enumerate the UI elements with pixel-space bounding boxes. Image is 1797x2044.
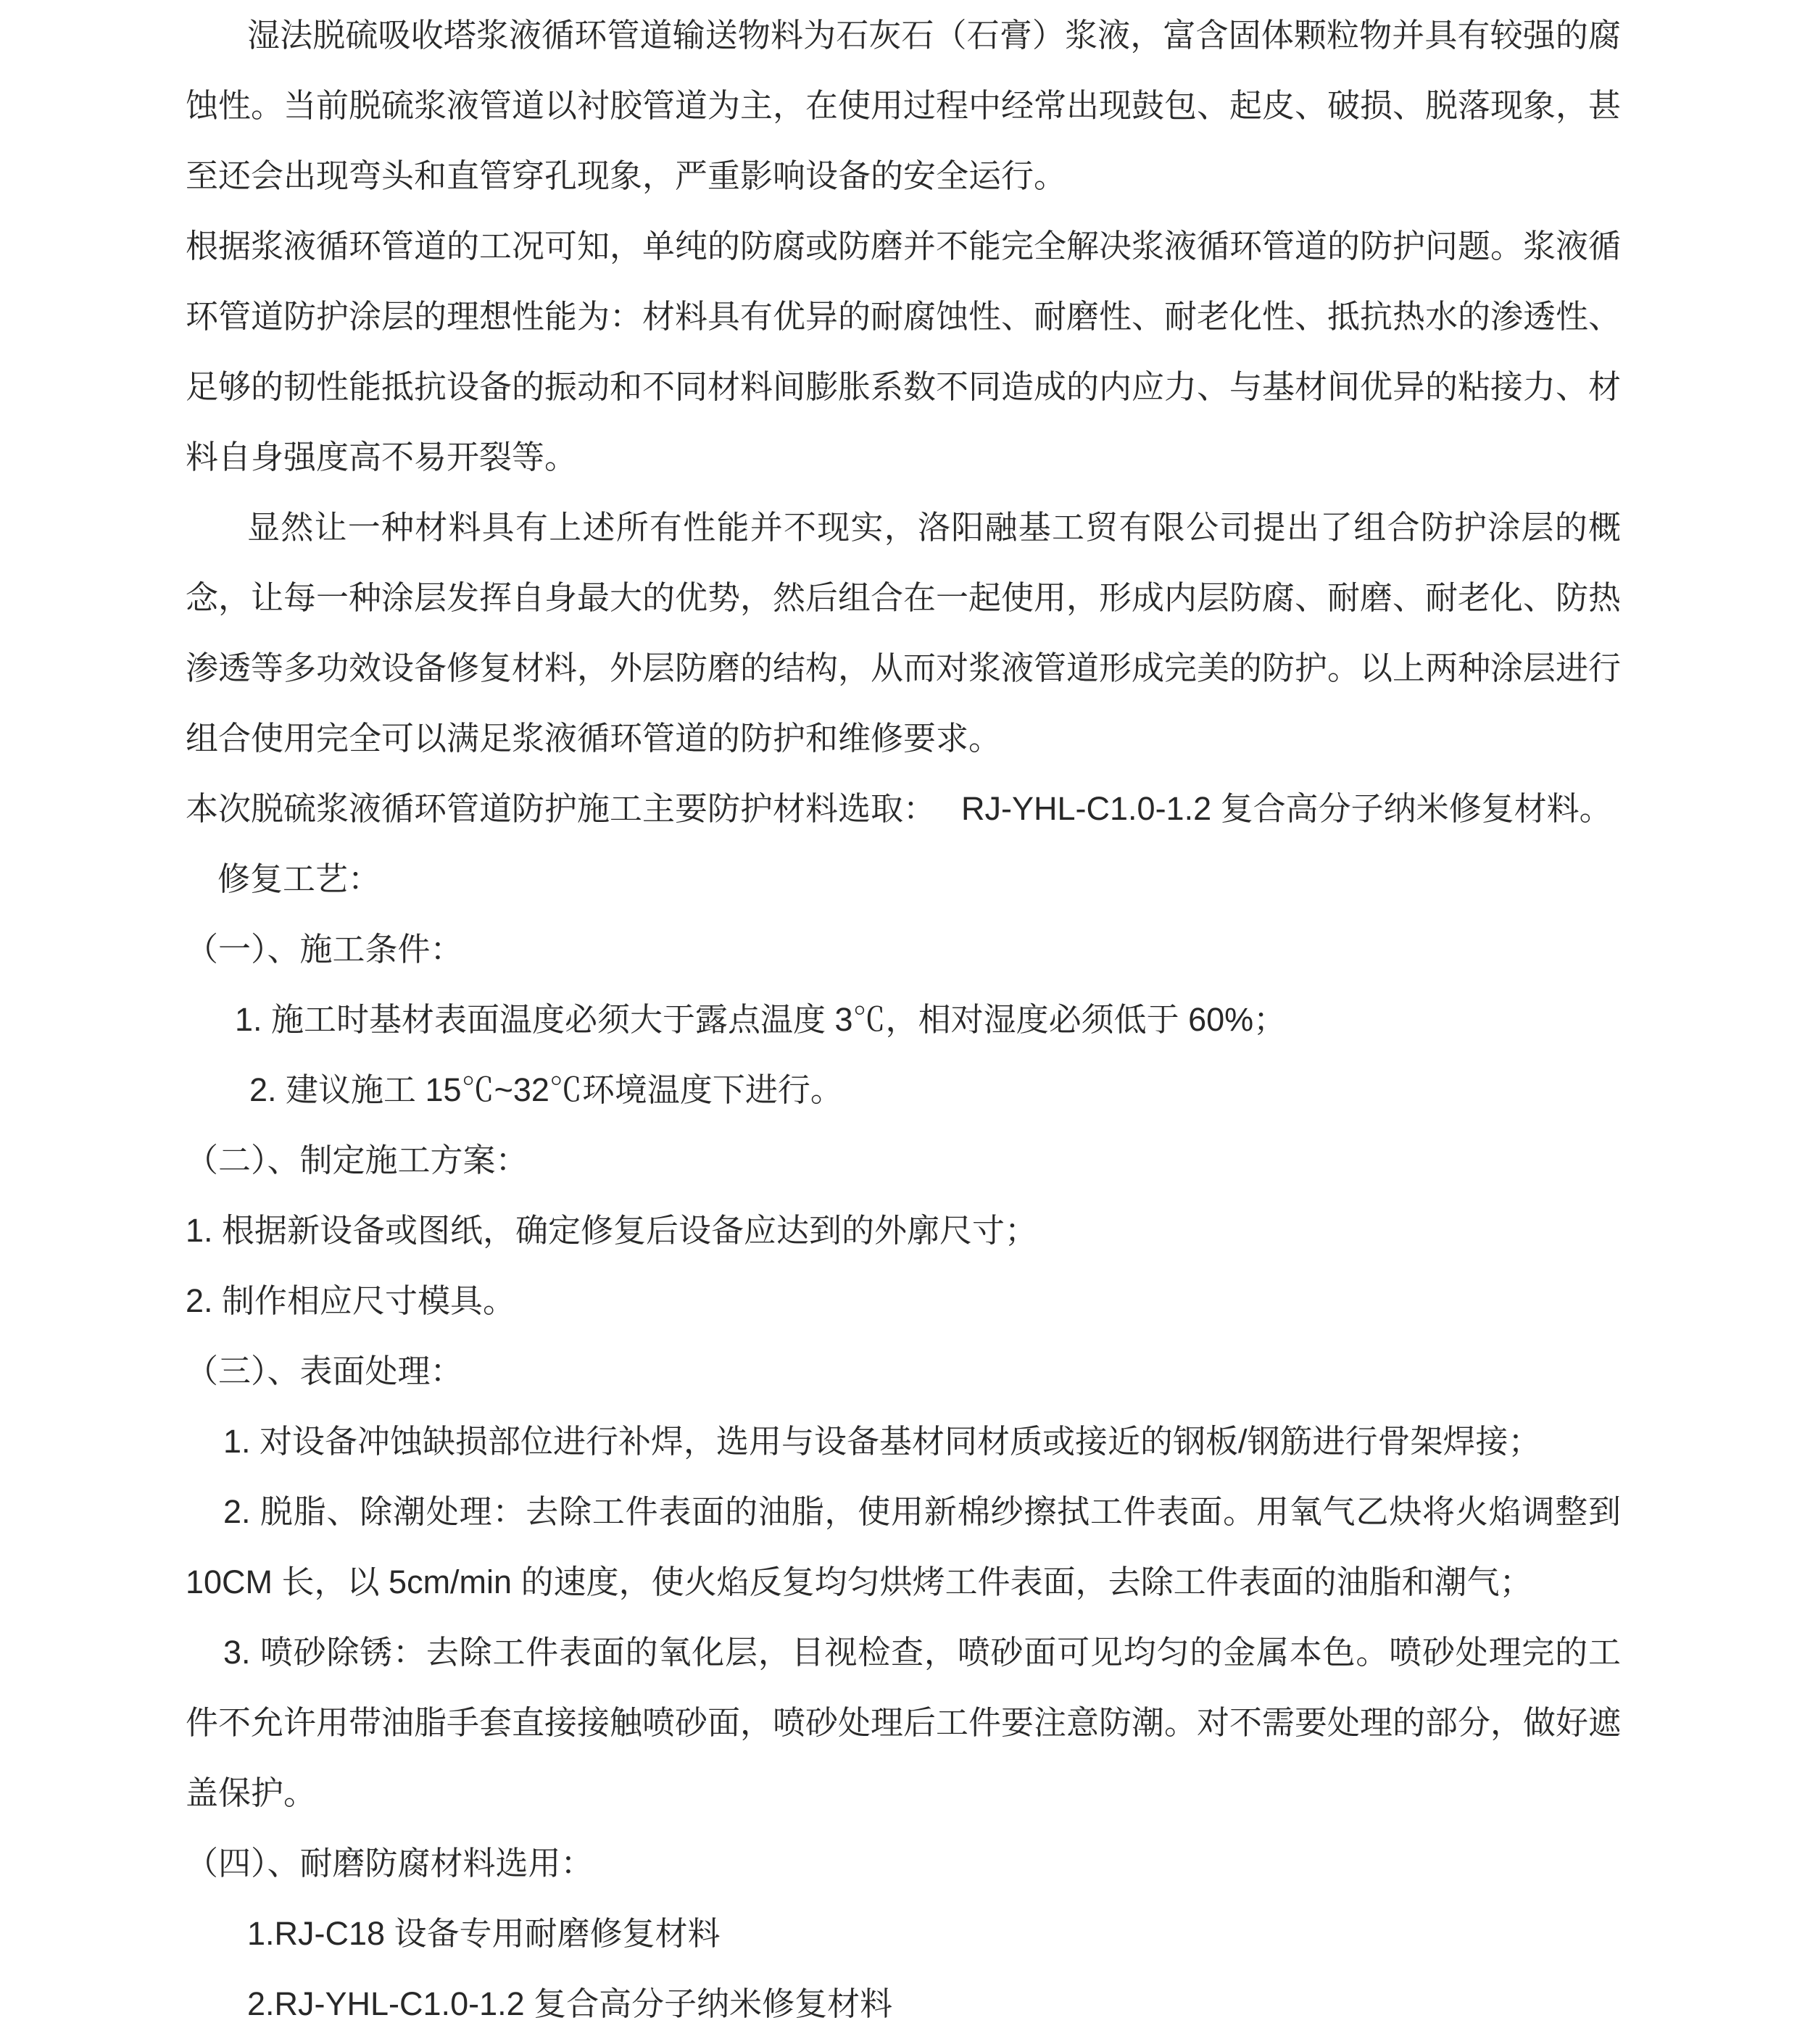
paragraph-combined-coating: 显然让一种材料具有上述所有性能并不现实，洛阳融基工贸有限公司提出了组合防护涂层的概念，让每一种涂层发挥自身最大的优势，然后组合在一起使用，形成内层防腐、耐磨、耐老化、防热渗透等多功效设备修复材料，外层防磨的结构，从而对浆液管道形成完美的防护。以上两种涂层进行组合使用完全可以满足浆液循环管道的防护和维修要求。 [186, 509, 1622, 757]
list-item-plan-1: 1. 根据新设备或图纸，确定修复后设备应达到的外廓尺寸； [186, 1212, 1038, 1249]
list-item-plan-2: 2. 制作相应尺寸模具。 [186, 1282, 516, 1319]
list-item-material-1: 1.RJ-C18 设备专用耐磨修复材料 [247, 1915, 721, 1952]
heading-repair-process: 修复工艺： [217, 860, 381, 897]
paragraph-coating-requirements: 根据浆液循环管道的工况可知，单纯的防腐或防磨并不能完全解决浆液循环管道的防护问题。浆液循环管道防护涂层的理想性能为：材料具有优异的耐腐蚀性、耐磨性、耐老化性、抵抗热水的渗透性、足够的韧性能抵抗设备的振动和不同材料间膨胀系数不同造成的内应力、与基材间优异的粘接力、材料自身强度高不易开裂等。 [186, 228, 1622, 475]
paragraph-intro-corrosion: 湿法脱硫吸收塔浆液循环管道输送物料为石灰石（石膏）浆液，富含固体颗粒物并具有较强的腐蚀性。当前脱硫浆液管道以衬胶管道为主，在使用过程中经常出现鼓包、起皮、破损、脱落现象，甚至还会出现弯头和直管穿孔现象，严重影响设备的安全运行。 [186, 17, 1622, 194]
list-item-surface-2-degrease: 2. 脱脂、除潮处理：去除工件表面的油脂，使用新棉纱擦拭工件表面。用氧气乙炔将火焰调整到 10CM 长，以 5cm/min 的速度，使火焰反复均匀烘烤工件表面，去除工件表面的油脂和潮气； [186, 1493, 1621, 1600]
heading-section-3-surface: （三）、表面处理： [186, 1353, 463, 1389]
paragraph-material-selection: 本次脱硫浆液循环管道防护施工主要防护材料选取： RJ-YHL-C1.0-1.2 复合高分子纳米修复材料。 [186, 790, 1612, 827]
list-item-material-2: 2.RJ-YHL-C1.0-1.2 复合高分子纳米修复材料 [247, 1985, 893, 2022]
heading-section-1-conditions: （一）、施工条件： [186, 931, 463, 968]
list-item-surface-3-sandblast: 3. 喷砂除锈：去除工件表面的氧化层，目视检查，喷砂面可见均匀的金属本色。喷砂处理完的工件不允许用带油脂手套直接接触喷砂面，喷砂处理后工件要注意防潮。对不需要处理的部分，做好遮盖保护。 [186, 1634, 1622, 1811]
heading-section-2-plan: （二）、制定施工方案： [186, 1142, 528, 1179]
list-item-condition-2: 2. 建议施工 15℃~32℃环境温度下进行。 [249, 1071, 843, 1108]
list-item-condition-1: 1. 施工时基材表面温度必须大于露点温度 3℃，相对湿度必须低于 60%； [235, 1001, 1287, 1038]
heading-section-4-materials: （四）、耐磨防腐材料选用： [186, 1845, 594, 1882]
list-item-surface-1-welding: 1. 对设备冲蚀缺损部位进行补焊，选用与设备基材同材质或接近的钢板/钢筋进行骨架焊接； [223, 1423, 1541, 1460]
